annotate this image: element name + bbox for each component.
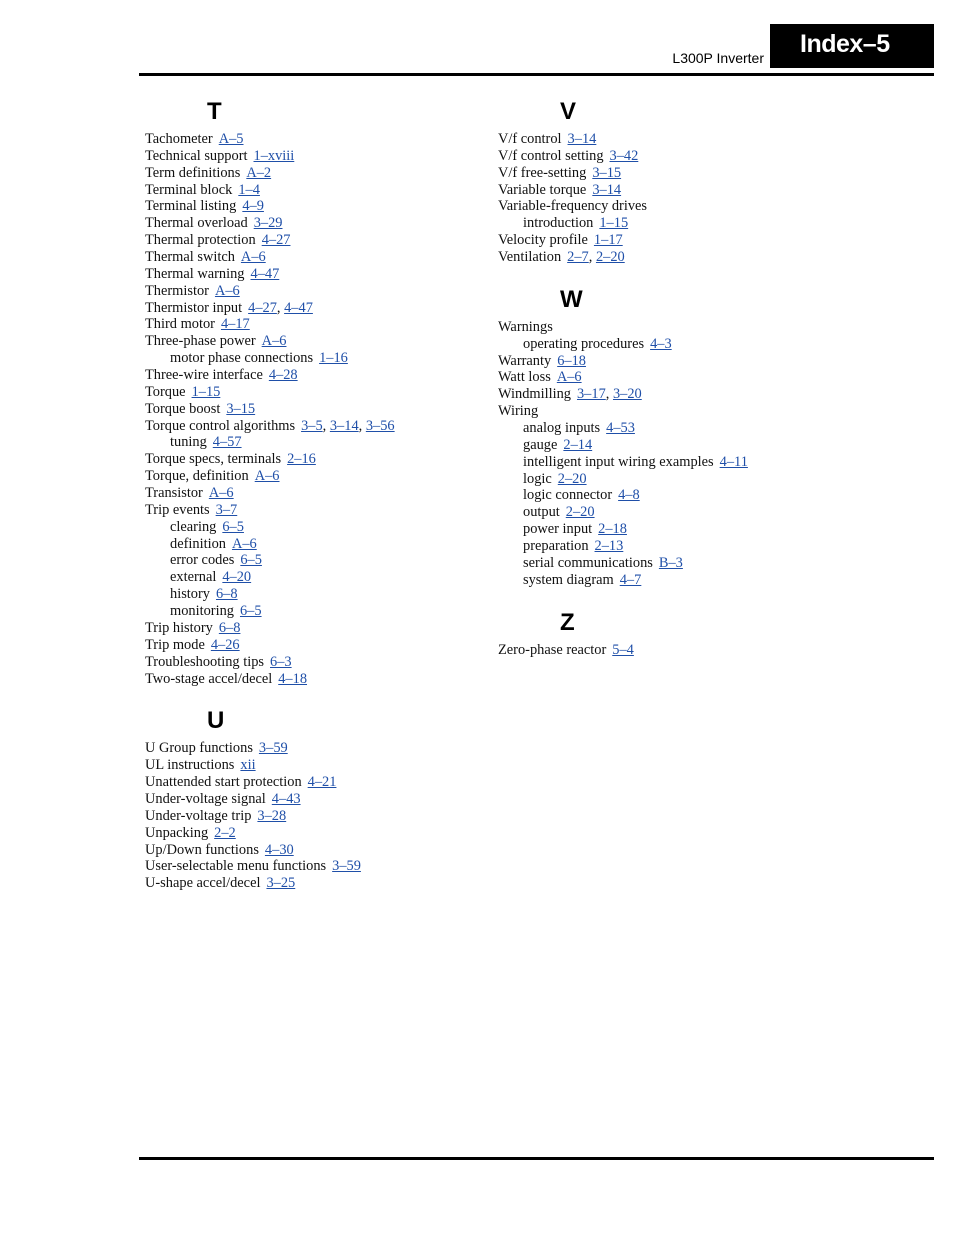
page-refs: [272, 791, 301, 807]
index-entry: [498, 198, 898, 215]
page-refs: [240, 603, 262, 619]
index-term: U-shape accel/decel: [145, 875, 261, 892]
index-entry: [498, 642, 898, 659]
page-ref-link[interactable]: xii: [240, 757, 256, 774]
page-ref-link[interactable]: 3–7: [215, 501, 238, 518]
page-refs: [567, 249, 625, 265]
index-entry: [145, 333, 485, 350]
index-term: U Group functions: [145, 740, 253, 757]
ref-separator: ,: [358, 417, 366, 434]
page-ref-link[interactable]: 3–14: [567, 131, 597, 147]
page-refs: [558, 471, 587, 487]
index-term: clearing: [170, 518, 217, 535]
index-subentry: [498, 336, 898, 353]
index-term: Torque: [145, 383, 186, 400]
index-term: Trip history: [145, 619, 213, 636]
index-term: Transistor: [145, 485, 203, 502]
page-ref-link[interactable]: 4–3: [650, 335, 672, 352]
index-entry: [498, 403, 898, 420]
page-refs: [606, 420, 635, 436]
index-term: Thermistor input: [145, 299, 243, 316]
page-refs: [287, 451, 316, 467]
page-ref-link[interactable]: A–5: [218, 131, 244, 147]
index-entry: [145, 367, 485, 384]
index-entry: [145, 740, 485, 757]
index-term: introduction: [523, 215, 594, 232]
index-entry: [145, 620, 485, 637]
page-ref-link[interactable]: 3–15: [592, 164, 622, 181]
page-refs: [599, 215, 628, 231]
page-refs: [215, 283, 240, 299]
page-refs: [248, 300, 313, 316]
index-subentry: [498, 420, 898, 437]
page-ref-link[interactable]: 4–18: [278, 670, 308, 687]
index-subentry: [498, 572, 898, 589]
page-ref-link[interactable]: 6–8: [218, 619, 241, 636]
page-ref-link[interactable]: 4–17: [220, 316, 250, 333]
index-subentry: [498, 454, 898, 471]
page-refs: [610, 148, 639, 164]
page-refs: [219, 620, 241, 636]
index-term: external: [170, 569, 217, 586]
index-entry: [498, 386, 898, 403]
page-refs: [211, 637, 240, 653]
index-term: Torque boost: [145, 400, 221, 417]
index-term: power input: [523, 521, 593, 538]
page-ref-link[interactable]: B–3: [658, 554, 683, 571]
index-entry: [145, 468, 485, 485]
page-refs: [209, 485, 234, 501]
index-subentry: [498, 215, 898, 232]
page-ref-link[interactable]: 6–5: [239, 603, 262, 620]
index-term: Thermistor: [145, 282, 209, 299]
page-refs: [262, 333, 287, 349]
page-ref-link[interactable]: 2–14: [563, 436, 593, 453]
page-ref-link[interactable]: 3–56: [365, 417, 395, 434]
page-ref-link[interactable]: A–6: [254, 468, 280, 485]
index-entry: [145, 249, 485, 266]
index-term: Term definitions: [145, 164, 241, 181]
page-ref-link[interactable]: 3–25: [266, 875, 296, 892]
index-subentry: [145, 569, 485, 586]
page-ref-link[interactable]: 2–2: [214, 824, 236, 841]
index-term: Unattended start protection: [145, 774, 302, 791]
ref-separator: ,: [605, 386, 613, 403]
page-refs: [568, 131, 597, 147]
index-entry: [145, 266, 485, 283]
index-term: Terminal listing: [145, 198, 237, 215]
index-section-v: [498, 95, 898, 266]
page-ref-link[interactable]: 4–57: [212, 434, 242, 451]
index-entry: [145, 825, 485, 842]
index-term: Terminal block: [145, 181, 233, 198]
index-term: Zero-phase reactor: [498, 641, 607, 658]
index-entry: [145, 215, 485, 232]
index-term: Troubleshooting tips: [145, 653, 265, 670]
page-refs: [238, 182, 260, 198]
page-refs: [255, 468, 280, 484]
page-ref-link[interactable]: 2–18: [598, 521, 627, 538]
page-ref-link[interactable]: 1–15: [191, 383, 221, 400]
index-term: Third motor: [145, 316, 215, 333]
index-subentry: [498, 471, 898, 488]
page-ref-link[interactable]: 4–21: [307, 774, 337, 791]
page-refs: [659, 555, 683, 571]
index-term: error codes: [170, 552, 235, 569]
index-term: User-selectable menu functions: [145, 858, 327, 875]
index-term: analog inputs: [523, 420, 601, 437]
index-term: Two-stage accel/decel: [145, 670, 273, 687]
page-ref-link[interactable]: 4–26: [210, 636, 240, 653]
page-refs: [620, 572, 642, 588]
index-term: gauge: [523, 436, 558, 453]
index-term: Trip events: [145, 501, 210, 518]
page-refs: [563, 437, 592, 453]
page-refs: [592, 182, 621, 198]
page-ref-link[interactable]: 4–30: [264, 841, 294, 858]
page-ref-link[interactable]: A–6: [214, 282, 240, 299]
page-refs: [557, 369, 582, 385]
index-term: Torque control algorithms: [145, 417, 296, 434]
page-ref-link[interactable]: 2–16: [287, 451, 316, 468]
header-rule: [139, 73, 934, 76]
page-ref-link[interactable]: A–6: [240, 249, 266, 266]
index-section-z: [498, 606, 898, 659]
page-ref-link[interactable]: 3–15: [226, 400, 256, 417]
index-subentry: [498, 538, 898, 555]
index-term: Under-voltage signal: [145, 790, 266, 807]
page-ref-link[interactable]: 6–5: [240, 552, 262, 569]
page-ref-link[interactable]: 2–13: [594, 538, 624, 555]
page-ref-link[interactable]: 4–27: [248, 299, 277, 316]
index-term: Ventilation: [498, 249, 562, 266]
index-term: Unpacking: [145, 824, 209, 841]
section-letter-heading: V: [560, 98, 577, 125]
page-refs: [226, 401, 255, 417]
index-entry: [498, 165, 898, 182]
page-ref-link[interactable]: 2–20: [557, 470, 587, 487]
index-subentry: [145, 519, 485, 536]
footer-rule: [139, 1157, 934, 1160]
index-term: logic: [523, 470, 552, 487]
page-refs: [216, 502, 238, 518]
page-refs: [577, 386, 642, 402]
index-term: Torque specs, terminals: [145, 451, 282, 468]
index-subentry: [498, 521, 898, 538]
index-section-u: [145, 704, 485, 892]
index-term: Technical support: [145, 147, 248, 164]
page-ref-link[interactable]: 4–53: [606, 420, 635, 437]
index-term: motor phase connections: [170, 350, 314, 367]
page-ref-link[interactable]: 1–4: [238, 181, 260, 198]
page-ref-link[interactable]: 4–9: [242, 198, 264, 215]
index-term: Under-voltage trip: [145, 807, 252, 824]
section-letter-heading: U: [207, 707, 225, 735]
index-entry: [145, 300, 485, 317]
header-product-name: L300P Inverter: [672, 50, 764, 66]
index-entry: [498, 353, 898, 370]
page-refs: [592, 165, 621, 181]
index-section-t: [145, 95, 485, 687]
page-ref-link[interactable]: A–6: [261, 333, 287, 350]
page-refs: [241, 249, 266, 265]
index-term: Variable-frequency drives: [498, 198, 648, 215]
index-entry: [498, 319, 898, 336]
index-entry: [498, 148, 898, 165]
index-term: Variable torque: [498, 181, 587, 198]
index-subentry: [498, 504, 898, 521]
page-refs: [232, 536, 257, 552]
index-entry: [145, 316, 485, 333]
index-entry: [145, 148, 485, 165]
page-refs: [254, 215, 283, 231]
page-ref-link[interactable]: 3–14: [329, 417, 359, 434]
index-entry: [145, 451, 485, 468]
page-ref-link[interactable]: A–6: [556, 369, 582, 386]
index-column-right: [498, 95, 898, 675]
page-ref-link[interactable]: 4–47: [250, 265, 280, 282]
index-term: operating procedures: [523, 335, 645, 352]
index-term: Wiring: [498, 403, 539, 420]
section-letter-heading: Z: [560, 608, 575, 636]
page-ref-link[interactable]: 1–15: [599, 215, 629, 232]
index-entry: [498, 369, 898, 386]
index-term: Three-phase power: [145, 333, 256, 350]
index-subentry: [145, 552, 485, 569]
page-refs: [266, 875, 295, 891]
index-term: Thermal warning: [145, 265, 245, 282]
index-entry: [145, 637, 485, 654]
page-ref-link[interactable]: 6–18: [557, 352, 586, 369]
page-refs: [251, 266, 280, 282]
page-ref-link[interactable]: 6–5: [222, 518, 244, 535]
index-term: tuning: [170, 434, 207, 451]
page-refs: [213, 434, 242, 450]
ref-separator: ,: [322, 417, 330, 434]
page-ref-link[interactable]: 3–28: [257, 807, 287, 824]
index-term: V/f control: [498, 131, 562, 147]
page-refs: [720, 454, 748, 470]
page-refs: [216, 586, 238, 602]
index-column-left: [145, 95, 485, 909]
index-subentry: [145, 350, 485, 367]
index-term: Thermal protection: [145, 232, 256, 249]
page-ref-link[interactable]: 1–xviii: [253, 147, 295, 164]
index-term: Trip mode: [145, 636, 205, 653]
page-refs: [240, 757, 255, 773]
section-letter-heading: W: [560, 285, 583, 313]
index-entry: [145, 502, 485, 519]
index-section-w: [498, 283, 898, 589]
page-ref-link[interactable]: 1–16: [319, 350, 348, 367]
index-term: system diagram: [523, 571, 614, 588]
page-ref-link[interactable]: 3–14: [592, 181, 622, 198]
index-term: Up/Down functions: [145, 841, 259, 858]
index-term: V/f free-setting: [498, 164, 587, 181]
index-entry: [145, 842, 485, 859]
index-term: logic connector: [523, 487, 613, 504]
page-ref-link[interactable]: 2–20: [565, 504, 595, 521]
index-term: Watt loss: [498, 369, 551, 386]
page-refs: [301, 418, 395, 434]
page-ref-link[interactable]: 5–4: [612, 641, 634, 658]
index-entry: [498, 131, 898, 148]
page-refs: [219, 131, 244, 147]
index-subentry: [145, 536, 485, 553]
page-refs: [557, 353, 586, 369]
index-entry: [145, 283, 485, 300]
page-ref-link[interactable]: 4–7: [619, 571, 642, 588]
index-subentry: [498, 487, 898, 504]
index-entry: [145, 485, 485, 502]
page-refs: [319, 350, 348, 366]
page-ref-link[interactable]: A–2: [246, 164, 272, 181]
page-refs: [270, 654, 292, 670]
index-entry: [145, 654, 485, 671]
index-subentry: [498, 437, 898, 454]
index-entry: [145, 401, 485, 418]
page-refs: [598, 521, 627, 537]
page-ref-link[interactable]: 4–28: [268, 367, 298, 384]
index-subentry: [145, 434, 485, 451]
page-ref-link[interactable]: 3–5: [301, 417, 323, 434]
index-term: intelligent input wiring examples: [523, 453, 714, 470]
index-entry: [145, 791, 485, 808]
index-entry: [145, 875, 485, 892]
page-refs: [612, 642, 634, 658]
index-term: Velocity profile: [498, 232, 588, 249]
index-entry: [145, 418, 485, 435]
page-ref-link[interactable]: 4–27: [261, 232, 291, 249]
index-entry: [498, 249, 898, 266]
page-ref-link[interactable]: 4–47: [284, 299, 313, 316]
page-refs: [269, 367, 298, 383]
index-entry: [145, 384, 485, 401]
page-refs: [222, 569, 251, 585]
index-entry: [498, 182, 898, 199]
index-term: Warranty: [498, 352, 552, 369]
page-refs: [240, 552, 262, 568]
page-refs: [257, 808, 286, 824]
page-ref-link[interactable]: 3–59: [258, 740, 288, 757]
page-refs: [618, 487, 640, 503]
index-entry: [145, 232, 485, 249]
page-ref-link[interactable]: 3–59: [332, 858, 361, 875]
page-ref-link[interactable]: 1–17: [593, 232, 623, 249]
index-term: Torque, definition: [145, 468, 249, 485]
page-ref-link[interactable]: 6–8: [215, 586, 238, 603]
index-entry: [145, 131, 485, 148]
index-term: V/f control setting: [498, 147, 604, 164]
page-ref-link[interactable]: 6–3: [270, 653, 292, 670]
page-refs: [566, 504, 595, 520]
page-ref-link[interactable]: 3–29: [253, 215, 283, 232]
index-entry: [145, 671, 485, 688]
page-refs: [246, 165, 271, 181]
page-refs: [278, 671, 307, 687]
index-term: Thermal overload: [145, 215, 248, 232]
page-ref-link[interactable]: 3–42: [609, 147, 639, 164]
index-term: UL instructions: [145, 757, 235, 774]
index-entry: [498, 232, 898, 249]
page-refs: [259, 740, 288, 756]
page-refs: [265, 842, 294, 858]
page-ref-link[interactable]: 4–20: [222, 569, 252, 586]
index-entry: [145, 858, 485, 875]
page-ref-link[interactable]: 2–7: [567, 249, 589, 266]
page-ref-link[interactable]: 3–20: [612, 386, 642, 403]
page-refs: [242, 198, 264, 214]
index-term: history: [170, 586, 210, 603]
index-subentry: [145, 586, 485, 603]
page-refs: [214, 825, 236, 841]
page-refs: [221, 316, 250, 332]
ref-separator: ,: [588, 249, 596, 266]
index-entry: [145, 182, 485, 199]
page-ref-link[interactable]: A–6: [231, 535, 257, 552]
index-entry: [145, 774, 485, 791]
page-refs: [332, 858, 361, 874]
index-term: Tachometer: [145, 131, 213, 147]
ref-separator: ,: [276, 299, 285, 316]
index-term: Three-wire interface: [145, 367, 263, 384]
index-subentry: [498, 555, 898, 572]
page-ref-link[interactable]: 4–43: [271, 790, 301, 807]
index-subentry: [145, 603, 485, 620]
page-refs: [254, 148, 295, 164]
page-ref-link[interactable]: 4–11: [719, 453, 748, 470]
index-entry: [145, 198, 485, 215]
page-refs: [595, 538, 624, 554]
index-entry: [145, 808, 485, 825]
index-term: Thermal switch: [145, 249, 235, 266]
index-term: preparation: [523, 538, 589, 555]
page-refs: [192, 384, 221, 400]
page-refs: [262, 232, 291, 248]
page-refs: [650, 336, 672, 352]
page-refs: [594, 232, 623, 248]
page-ref-link[interactable]: 4–8: [618, 487, 640, 504]
page-ref-link[interactable]: A–6: [208, 485, 234, 502]
page-ref-link[interactable]: 2–20: [595, 249, 625, 266]
page-ref-link[interactable]: 3–17: [576, 386, 606, 403]
index-term: serial communications: [523, 554, 653, 571]
index-term: Windmilling: [498, 386, 571, 403]
index-term: definition: [170, 535, 226, 552]
index-term: Warnings: [498, 318, 553, 335]
page-refs: [308, 774, 337, 790]
index-entry: [145, 165, 485, 182]
index-term: output: [523, 504, 560, 521]
page-label-tab: Index–5: [770, 24, 934, 68]
page-refs: [222, 519, 244, 535]
section-letter-heading: T: [207, 98, 222, 125]
index-entry: [145, 757, 485, 774]
index-term: monitoring: [170, 603, 234, 620]
